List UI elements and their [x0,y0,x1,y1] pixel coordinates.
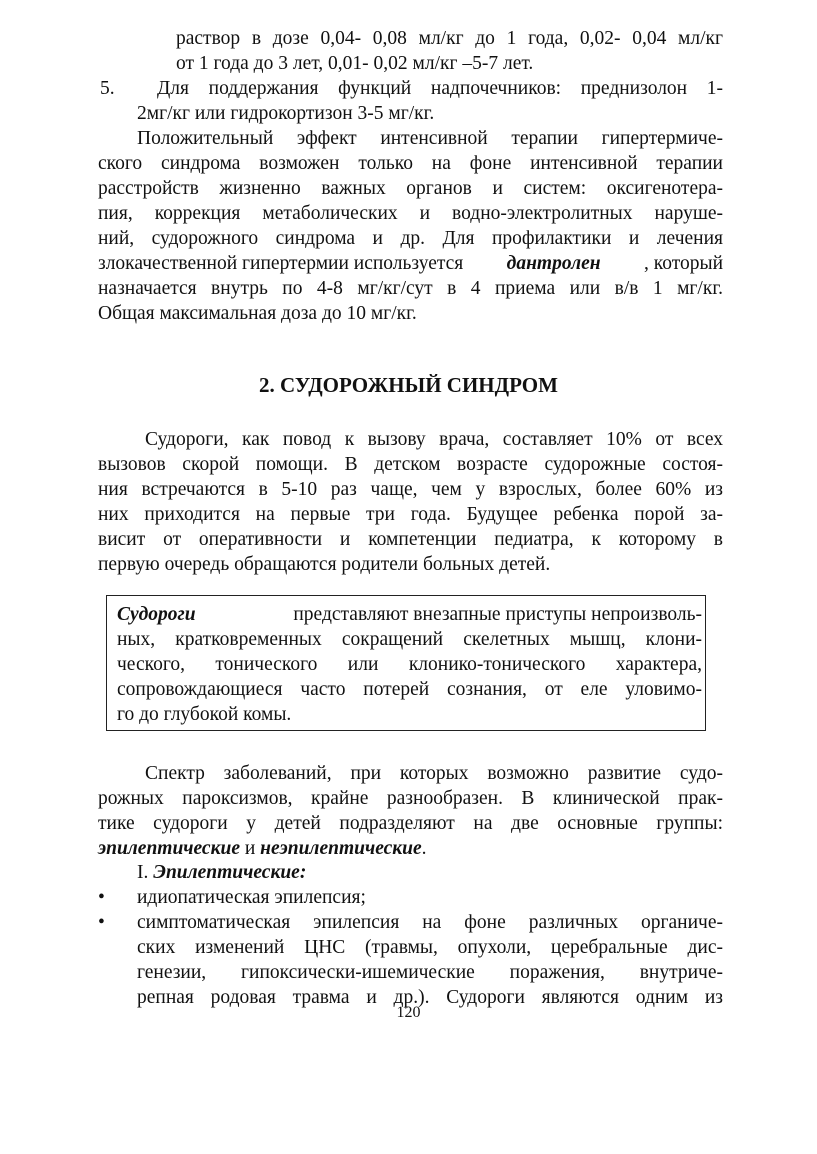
definition-line-1-rest: представляют внезапные приступы непроизволь- [293,604,702,625]
para1-line-2: ского синдрома возможен только на фоне интенсивной терапии [98,153,723,174]
bullet-item-2-line-4: репная родовая травма и др.). Судороги являются одним из [137,987,723,1008]
para3-line-2: рожных пароксизмов, крайне разнообразен. В клинической прак- [98,788,723,809]
para3-line-4 [98,836,427,861]
subsection-number: I. [137,862,149,883]
para1-line-4: пия, коррекция метаболических и водно-электролитных наруше- [98,203,723,224]
para1-line-1: Положительный эффект интенсивной терапии гипертермиче- [137,128,723,149]
conjunction-and: и [244,838,256,859]
para1-line-6 [98,251,723,276]
para1-line-8: Общая максимальная доза до 10 мг/кг. [98,303,417,324]
group-epileptic: эпилептические [98,838,240,859]
para2-line-6: первую очередь обращаются родители больных детей. [98,554,551,575]
para2-line-3: ния встречаются в 5-10 раз чаще, чем у взрослых, более 60% из [98,479,723,500]
period: . [421,838,427,859]
section-title: 2. СУДОРОЖНЫЙ СИНДРОМ [259,373,558,397]
bullet-item-2-line-2: ских изменений ЦНС (травмы, опухоли, церебральные дис- [137,937,723,958]
definition-line-4: сопровождающиеся часто потерей сознания, от еле уловимо- [117,679,702,700]
bullet-item-2-line-3: генезии, гипоксически-ишемические поражения, внутриче- [137,962,723,983]
dose-line-1: раствор в дозе 0,04- 0,08 мл/кг до 1 года, 0,02- 0,04 мл/кг [176,28,723,49]
definition-line-3: ческого, тонического или клонико-тонического характера, [117,654,702,675]
bullet-item-2-line-1: симптоматическая эпилепсия на фоне различных органиче- [137,912,723,933]
definition-line-2: ных, кратковременных сокращений скелетных мышц, клони- [117,629,702,650]
drug-name-dantrolene: дантролен [506,253,601,274]
para1-line-5: ний, судорожного синдрома и др. Для профилактики и лечения [98,228,723,249]
dose-line-2: от 1 года до 3 лет, 0,01- 0,02 мл/кг –5-7 лет. [176,53,534,74]
list-number-5: 5. [100,78,115,99]
para3-line-3: тике судороги у детей подразделяют на две основные группы: [98,813,723,834]
para1-line-6-pre: злокачественной гипертермии используется [98,253,464,274]
bullet-marker-1: • [98,887,105,908]
item-5-line-2: 2мг/кг или гидрокортизон 3-5 мг/кг. [137,103,435,124]
item-5-line-1: Для поддержания функций надпочечников: преднизолон 1- [157,78,723,99]
para1-line-7: назначается внутрь по 4-8 мг/кг/сут в 4 приема или в/в 1 мг/кг. [98,278,723,299]
para3-line-1: Спектр заболеваний, при которых возможно развитие судо- [145,763,723,784]
definition-line-5: го до глубокой комы. [117,704,292,725]
group-non-epileptic: неэпилептические [260,838,422,859]
para2-line-2: вызовов скорой помощи. В детском возрасте судорожные состоя- [98,454,723,475]
page-number: 120 [396,1004,421,1021]
bullet-marker-2: • [98,912,105,933]
bullet-item-1: идиопатическая эпилепсия; [137,887,366,908]
para1-line-3: расстройств жизненно важных органов и систем: оксигенотера- [98,178,723,199]
para2-line-4: них приходится на первые три года. Будущее ребенка порой за- [98,504,723,525]
para2-line-5: висит от оперативности и компетенции педиатра, к которому в [98,529,723,550]
definition-term: Судороги [117,604,196,625]
para1-line-6-post: , который [643,253,724,274]
subsection-label: Эпилептические: [153,862,307,883]
subsection-heading [137,860,306,885]
para2-line-1: Судороги, как повод к вызову врача, составляет 10% от всех [145,429,723,450]
definition-line-1 [117,602,702,627]
